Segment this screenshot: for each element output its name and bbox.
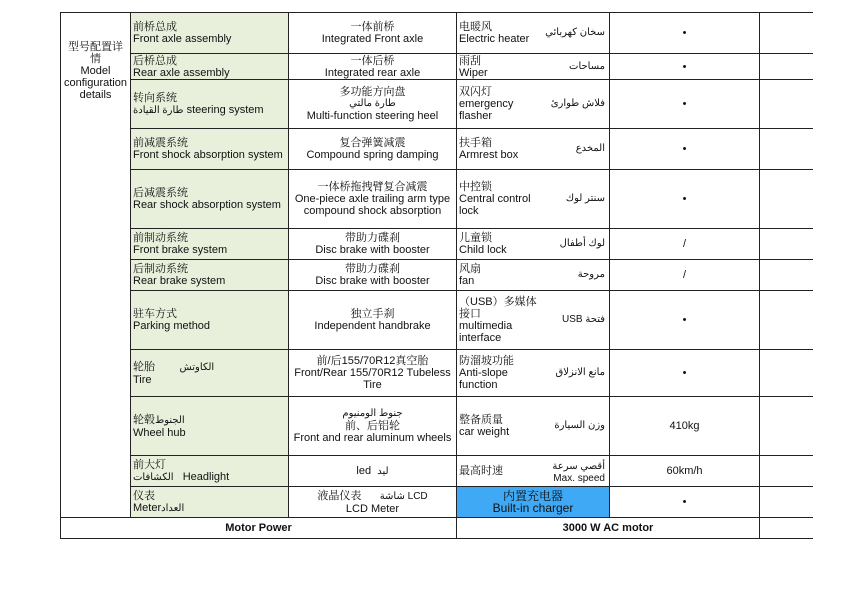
motor-power-label: Motor Power [61,518,457,539]
component-cell [131,13,289,54]
config-cell [289,80,457,129]
spec-table [60,12,813,539]
feature-ar: سخان كهربائي [545,27,605,38]
empty-cell [760,170,813,229]
component-cell [131,80,289,129]
feature-cell [457,54,610,80]
config-zh: 独立手刹 [350,308,395,320]
component-en: Front brake system [133,244,228,256]
component-zh: 前大灯 [133,458,166,471]
feature-cell-highlighted [457,487,610,518]
config-en: Disc brake with booster [315,244,430,256]
feature-ar: وزن السيارة [554,420,605,431]
value-cell: • [610,170,760,229]
table-row [61,13,813,54]
component-cell [131,350,289,397]
config-zh: 液晶仪表 [317,489,362,502]
config-zh: led [356,464,372,477]
config-zh: 一体后桥 [350,54,395,67]
feature-en: fan [459,275,475,287]
config-cell [289,13,457,54]
component-ar: طارة القيادة [133,104,184,116]
component-cell [131,54,289,80]
value-cell: 410kg [610,397,760,456]
component-cell [131,129,289,170]
feature-cell [457,229,610,260]
feature-cell [457,397,610,456]
feature-en: Wiper [459,66,488,79]
feature-en: Built-in charger [492,501,574,515]
table-row [61,54,813,80]
feature-zh: 最高时速 [459,465,503,477]
feature-zh: 防溜坡功能 [459,355,514,367]
feature-cell [457,350,610,397]
value-cell: • [610,80,760,129]
feature-zh: 风扇 [459,263,481,275]
component-ar: العداد [161,502,185,514]
feature-cell [457,170,610,229]
feature-ar: أقصي سرعة [552,460,605,472]
config-cell [289,229,457,260]
component-en: Rear shock absorption system [133,199,281,211]
component-zh: 仪表 [133,489,155,502]
table-row [61,129,813,170]
feature-ar: مروحة [577,269,605,280]
feature-en: car weight [459,426,510,438]
feature-zh: 雨刮 [459,54,481,67]
config-cell [289,291,457,350]
component-cell [131,456,289,487]
feature-cell [457,291,610,350]
config-en: Independent handbrake [314,320,431,332]
config-cell [289,54,457,80]
category-label-en: Model configuration details [64,65,127,101]
config-en: LCD Meter [345,502,400,515]
empty-cell [760,80,813,129]
value-cell: / [610,260,760,291]
component-en: Meter [133,501,162,514]
config-cell [289,170,457,229]
value-cell: • [610,291,760,350]
config-ar: جنوط الومنيوم [342,408,403,419]
component-zh: 轮胎 [133,360,155,373]
config-en: Integrated rear axle [324,66,421,79]
config-zh: 复合弹簧减震 [339,137,406,149]
empty-cell [760,13,813,54]
component-zh: 前减震系统 [133,137,188,149]
feature-zh: 电暖风 [459,21,492,33]
component-cell [131,397,289,456]
component-ar: الكشافات [133,471,174,483]
config-en: Multi-function steering heel [306,110,439,122]
feature-cell [457,80,610,129]
empty-cell [760,456,813,487]
config-zh: 多功能方向盘 [339,86,406,98]
table-row [61,80,813,129]
feature-zh: 中控锁 [459,181,492,193]
component-en: Front shock absorption system [133,149,283,161]
component-zh: 驻车方式 [133,308,177,320]
empty-cell [760,350,813,397]
footer-row [61,518,813,539]
config-zh: 一体桥拖拽臂复合减震 [317,181,428,193]
feature-en: Anti-slope function [459,367,508,391]
component-en: Wheel hub [133,426,186,439]
config-en: One-piece axle trailing arm type compound shock absorption [294,193,451,217]
component-zh: 前制动系统 [133,232,188,244]
component-en: Tire [133,373,152,386]
category-cell [61,13,131,518]
feature-cell [457,13,610,54]
component-en: Parking method [133,320,211,332]
config-ar: طارة مالتي [349,98,396,109]
feature-en: Child lock [459,244,507,256]
config-zh: 一体前桥 [350,21,395,33]
value-cell: 60km/h [610,456,760,487]
value-cell: / [610,229,760,260]
value-cell: • [610,350,760,397]
category-label-zh: 型号配置详情 [68,41,123,65]
value-cell: • [610,487,760,518]
empty-cell [760,54,813,80]
config-cell [289,487,457,518]
feature-ar: فتحة USB [562,314,605,325]
config-cell [289,397,457,456]
feature-en: Electric heater [459,33,530,45]
feature-ar: سنتر لوك [565,193,605,204]
config-en: Front and rear aluminum wheels [293,432,452,444]
component-zh: 后减震系统 [133,187,188,199]
component-cell [131,229,289,260]
table-row [61,350,813,397]
config-en: Integrated Front axle [321,33,424,45]
feature-ar: مساحات [569,60,605,72]
config-ar: ليد [377,465,389,477]
feature-en: Max. speed [553,472,605,484]
empty-cell [760,129,813,170]
feature-cell [457,129,610,170]
table-row [61,397,813,456]
value-cell: • [610,13,760,54]
config-cell [289,260,457,291]
empty-cell [760,260,813,291]
feature-zh: 双闪灯 [459,86,492,98]
component-ar: الجنوط [155,414,185,426]
component-en: steering system [186,103,264,116]
empty-cell [760,518,813,539]
config-zh: 带助力碟刹 [345,263,400,275]
empty-cell [760,291,813,350]
feature-zh: 儿童锁 [459,232,492,244]
component-en: Headlight [182,470,230,483]
value-cell: • [610,54,760,80]
config-zh: 带助力碟刹 [345,232,400,244]
table-row [61,229,813,260]
feature-en: emergency flasher [459,98,514,122]
component-cell [131,487,289,518]
feature-en: Armrest box [459,149,519,161]
config-en: Compound spring damping [306,149,439,161]
empty-cell [760,487,813,518]
config-ar: شاشة LCD [379,490,428,502]
config-zh: 前、后铝轮 [345,420,400,432]
component-cell [131,170,289,229]
component-zh: 转向系统 [133,91,177,104]
table-row [61,291,813,350]
component-zh: 后桥总成 [133,54,177,67]
feature-cell [457,456,610,487]
table-row [61,170,813,229]
config-cell [289,456,457,487]
feature-zh: （USB）多媒体接口 [459,296,537,320]
component-zh: 前桥总成 [133,21,177,33]
component-zh: 后制动系统 [133,263,188,275]
config-en: Disc brake with booster [315,275,430,287]
feature-ar: المخدع [575,143,605,154]
table-row [61,456,813,487]
component-ar: الكاوتش [179,361,215,373]
feature-zh: 内置充电器 [502,489,563,503]
empty-cell [760,229,813,260]
component-en: Rear brake system [133,275,226,287]
empty-cell [760,397,813,456]
feature-en: multimedia interface [459,320,513,344]
component-cell [131,291,289,350]
feature-zh: 整备质量 [459,414,503,426]
feature-ar: فلاش طوارئ [550,98,605,109]
component-cell [131,260,289,291]
feature-ar: لوك أطفال [559,238,605,249]
feature-cell [457,260,610,291]
value-cell: • [610,129,760,170]
config-en: Front/Rear 155/70R12 Tubeless Tire [294,367,451,391]
config-cell [289,350,457,397]
component-en: Front axle assembly [133,33,232,45]
feature-ar: مانع الانزلاق [555,367,605,378]
feature-en: Central control lock [459,193,531,217]
component-en: Rear axle assembly [133,66,230,79]
feature-zh: 扶手箱 [459,137,492,149]
motor-power-value: 3000 W AC motor [457,518,760,539]
config-zh: 前/后155/70R12真空胎 [316,355,429,367]
config-cell [289,129,457,170]
component-zh: 轮毂 [133,413,155,426]
table-row [61,487,813,518]
table-row [61,260,813,291]
